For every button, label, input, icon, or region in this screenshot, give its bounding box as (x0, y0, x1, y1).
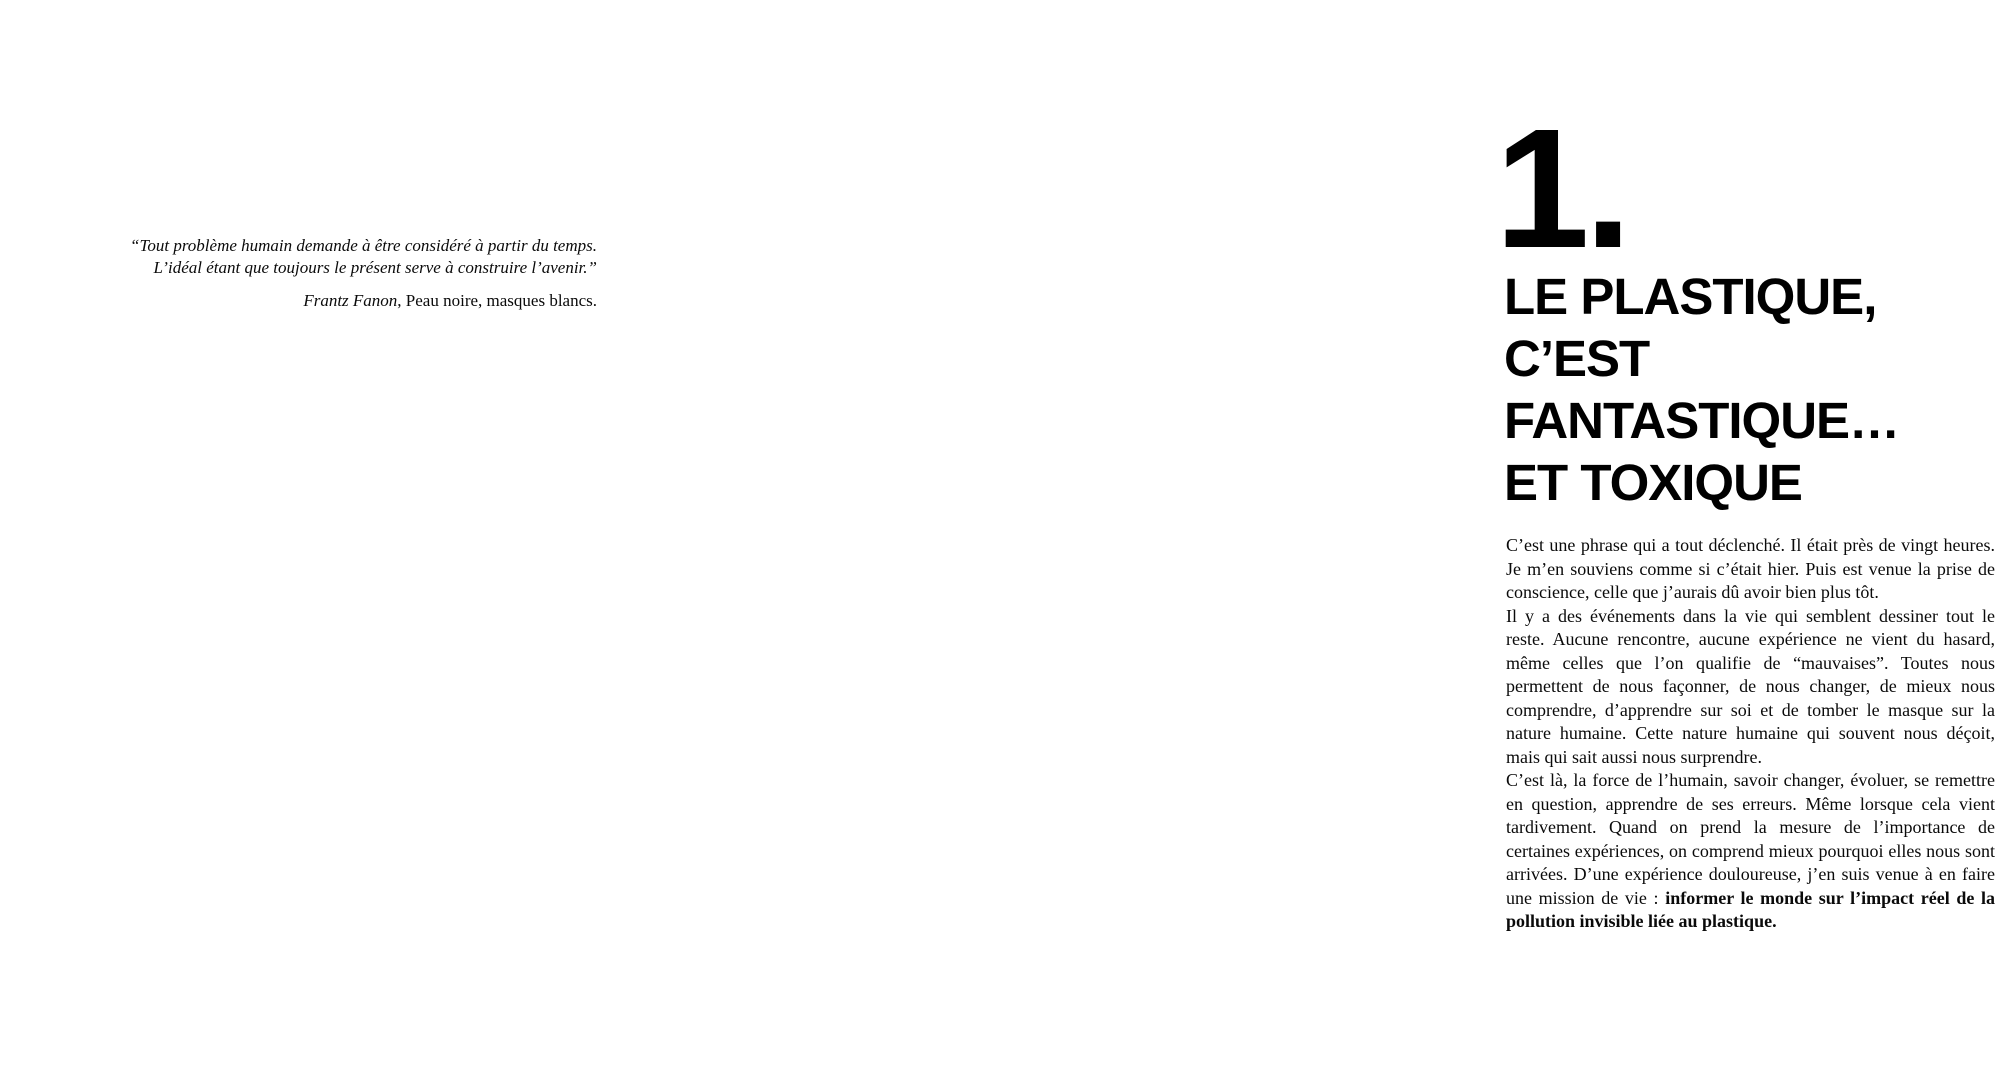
paragraph-3-lead-text: C’est là, la force de l’humain, savoir changer, évoluer, se remettre en question, apprendre de ses erreurs. Même lorsque cela vient tardivement. Quand on prend la mesure de l’importance de certaines expériences, on comprend mieux pourquoi elles nous sont arrivées. D’une expérience douloureuse, j’en suis venue à en faire une mission de vie : (1506, 770, 1995, 908)
chapter-title-line-3: FANTASTIQUE… (1504, 392, 1900, 449)
body-paragraph-1: C’est une phrase qui a tout déclenché. Il était près de vingt heures. Je m’en souviens comme si c’était hier. Puis est venue la prise de conscience, celle que j’aurais dû avoir bien plus tôt. (1506, 535, 1995, 602)
body-paragraph-2: Il y a des événements dans la vie qui semblent dessiner tout le reste. Aucune rencontre, aucune expérience ne vient du hasard, même celles que l’on qualifie de “mauvaises”. Toutes nous permettent de nous façonner, de nous changer, de mieux nous comprendre, d’apprendre sur soi et de tomber le masque sur la nature humaine. Cette nature humaine qui souvent nous déçoit, mais qui sait aussi nous surprendre. (1506, 605, 1995, 767)
epigraph-quote-line-2: L’idéal étant que toujours le présent serve à construire l’avenir.” (153, 258, 597, 277)
page-left (0, 0, 700, 1075)
page-right (700, 0, 1995, 1075)
epigraph-attribution (100, 290, 597, 312)
chapter-number: 1. (1495, 94, 1627, 284)
epigraph-quote-line-1: “Tout problème humain demande à être considéré à partir du temps. (130, 236, 597, 255)
chapter-body (1506, 534, 1995, 934)
epigraph-author: Frantz Fanon (303, 291, 398, 310)
epigraph-work-title: , Peau noire, masques blancs. (397, 291, 597, 310)
chapter-title-line-4: ET TOXIQUE (1504, 454, 1802, 511)
chapter-title (1504, 266, 1899, 514)
epigraph (100, 235, 597, 312)
epigraph-quote (100, 235, 597, 279)
body-paragraph-3 (1506, 769, 1995, 934)
chapter-title-line-1: LE PLASTIQUE, (1504, 268, 1877, 325)
mission-statement-bold: informer le monde sur l’impact réel de la pollution invisible liée au plastique. (1506, 887, 1995, 931)
chapter-title-line-2: C’EST (1504, 330, 1650, 387)
